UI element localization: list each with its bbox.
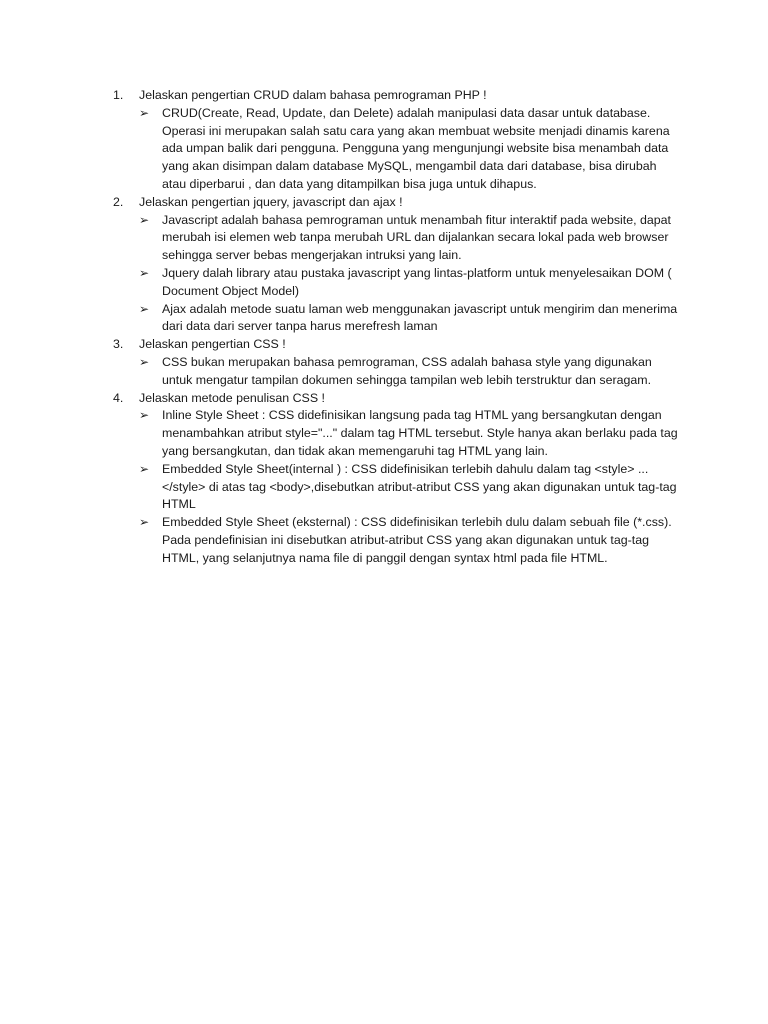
question-item bbox=[113, 87, 678, 105]
document-body bbox=[113, 87, 678, 568]
question-text: Jelaskan pengertian CSS ! bbox=[139, 337, 286, 352]
arrow-bullet-icon: ➢ bbox=[139, 461, 150, 476]
question-text: Jelaskan pengertian jquery, javascript dan ajax ! bbox=[139, 194, 403, 209]
answer-item bbox=[113, 301, 678, 337]
question-number: 4. bbox=[113, 390, 124, 405]
answer-item bbox=[113, 354, 678, 390]
answer-text: Inline Style Sheet : CSS didefinisikan langsung pada tag HTML yang bersangkutan dengan menambahkan atribut style="..." dalam tag HTML tersebut. Style hanya akan berlaku pada tag yang bersangkutan, dan tidak akan memengaruhi tag HTML yang lain. bbox=[162, 408, 678, 458]
answer-item bbox=[113, 265, 678, 301]
answer-text: Embedded Style Sheet (eksternal) : CSS didefinisikan terlebih dulu dalam sebuah file (*.css). Pada pendefinisian ini disebutkan atribut-atribut CSS yang akan digunakan untuk tag-tag HTML, yang selanjutnya nama file di panggil dengan syntax html pada file HTML. bbox=[162, 515, 672, 565]
answer-item bbox=[113, 105, 678, 194]
question-text: Jelaskan metode penulisan CSS ! bbox=[139, 390, 325, 405]
arrow-bullet-icon: ➢ bbox=[139, 301, 150, 316]
arrow-bullet-icon: ➢ bbox=[139, 212, 150, 227]
answer-text: CSS bukan merupakan bahasa pemrograman, CSS adalah bahasa style yang digunakan untuk mengatur tampilan dokumen sehingga tampilan web lebih terstruktur dan seragam. bbox=[162, 354, 652, 387]
question-number: 2. bbox=[113, 194, 124, 209]
answer-item bbox=[113, 461, 678, 514]
arrow-bullet-icon: ➢ bbox=[139, 105, 150, 120]
answer-item bbox=[113, 212, 678, 265]
answer-text: Ajax adalah metode suatu laman web menggunakan javascript untuk mengirim dan menerima dari data dari server tanpa harus merefresh laman bbox=[162, 301, 678, 334]
arrow-bullet-icon: ➢ bbox=[139, 515, 150, 530]
question-text: Jelaskan pengertian CRUD dalam bahasa pemrograman PHP ! bbox=[139, 88, 487, 102]
arrow-bullet-icon: ➢ bbox=[139, 408, 150, 423]
arrow-bullet-icon: ➢ bbox=[139, 354, 150, 369]
question-item bbox=[113, 194, 678, 212]
arrow-bullet-icon: ➢ bbox=[139, 265, 150, 280]
answer-text: Javascript adalah bahasa pemrograman untuk menambah fitur interaktif pada website, dapat merubah isi elemen web tanpa merubah URL dan dijalankan secara lokal pada web browser sehingga server bebas mengerjakan intruksi yang lain. bbox=[162, 212, 672, 263]
answer-text: Jquery dalah library atau pustaka javascript yang lintas-platform untuk menyelesaikan DOM ( Document Object Model) bbox=[162, 265, 672, 298]
answer-item bbox=[113, 407, 678, 460]
answer-text: Embedded Style Sheet(internal ) : CSS didefinisikan terlebih dahulu dalam tag <style> ... </style> di atas tag <body>,disebutkan atribut-atribut CSS yang akan digunakan untuk tag-tag HTML bbox=[162, 461, 677, 512]
question-number: 1. bbox=[113, 88, 124, 102]
question-number: 3. bbox=[113, 337, 124, 352]
answer-text: CRUD(Create, Read, Update, dan Delete) adalah manipulasi data dasar untuk database. Operasi ini merupakan salah satu cara yang akan membuat website menjadi dinamis karena ada umpan balik dari pengguna. Pengguna yang mengunjungi website bisa menambah data yang akan disimpan dalam database MySQL, mengambil data dari database, bisa dirubah atau diperbarui , dan data yang ditampilkan bisa juga untuk dihapus. bbox=[162, 105, 670, 191]
question-item bbox=[113, 390, 678, 408]
answer-item bbox=[113, 514, 678, 567]
question-item bbox=[113, 336, 678, 354]
